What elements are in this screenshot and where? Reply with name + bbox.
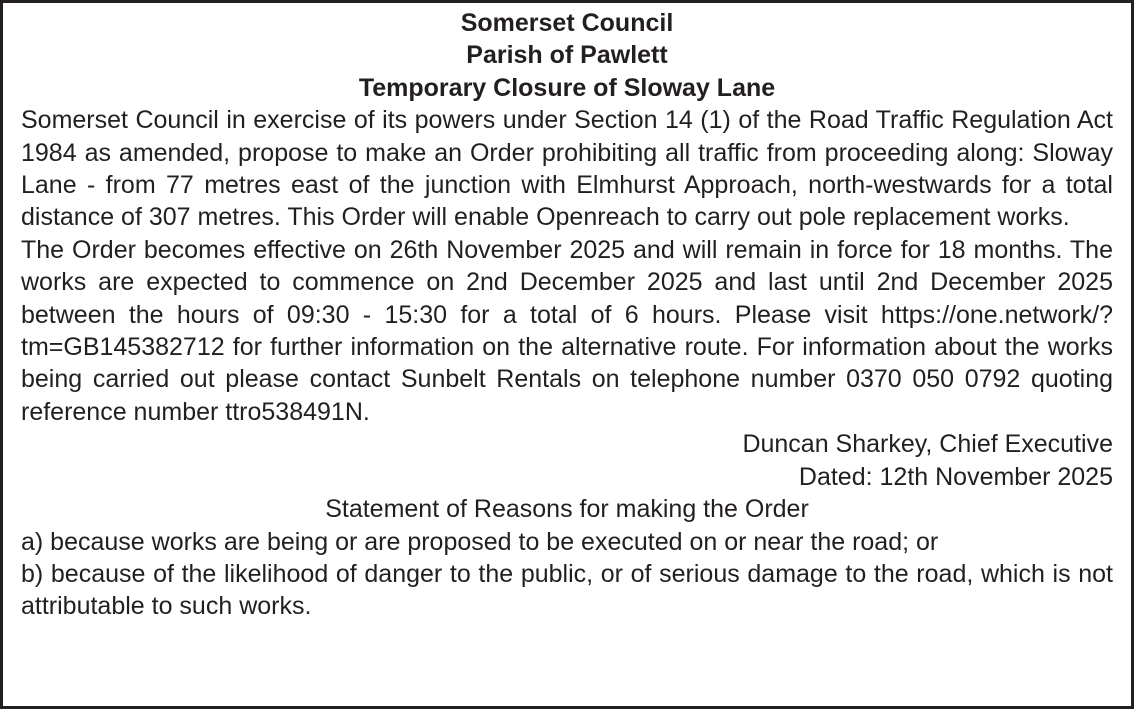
notice-title: Temporary Closure of Sloway Lane bbox=[358, 73, 776, 102]
reasons-heading: Statement of Reasons for making the Order bbox=[325, 495, 809, 524]
reason-a: a) because works are being or are proposed to be executed on or near the road; or bbox=[21, 527, 939, 556]
signatory: Duncan Sharkey, Chief Executive bbox=[742, 430, 1113, 459]
parish-name: Parish of Pawlett bbox=[466, 41, 668, 70]
council-name: Somerset Council bbox=[460, 9, 674, 37]
date-line: Dated: 12th November 2025 bbox=[798, 462, 1113, 491]
order-paragraph: Somerset Council in exercise of its powers under Section 14 (1) of the Road Traffic Regulation Act 1984 as amended, propose to make an Order prohibiting all traffic from proceeding along: Sloway Lane - from 77 metres east of the junction with Elmhurst Approach, north-westwards for a total distance of 307 metres. This Order will enable Openreach to carry out pole replacement works. bbox=[21, 106, 1113, 232]
reason-b: b) because of the likelihood of danger to the public, or of serious damage to the road, which is not attributable to such works. bbox=[21, 559, 1113, 621]
effective-paragraph: The Order becomes effective on 26th November 2025 and will remain in force for 18 months. The works are expected to commence on 2nd December 2025 and last until 2nd December 2025 between the hours of 09:30 - 15:30 for a total of 6 hours. Please visit https://one.network/?tm=GB145382712 for further information on the alternative route. For information about the works being carried out please contact Sunbelt Rentals on telephone number 0370 050 0792 quoting reference number ttro538491N. bbox=[21, 235, 1113, 426]
